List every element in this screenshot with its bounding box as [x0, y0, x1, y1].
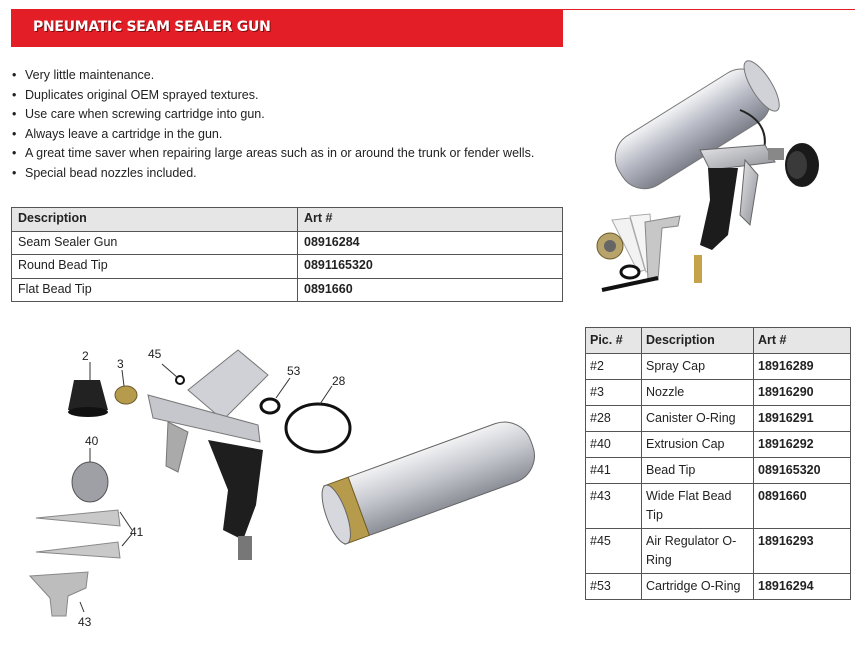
table-cell: #2 — [586, 354, 642, 380]
grip-shape — [208, 440, 263, 540]
table-cell: 089165320 — [754, 458, 851, 484]
bead-tip — [36, 510, 120, 526]
table-row — [586, 380, 851, 406]
table-cell: #3 — [586, 380, 642, 406]
table-cell: 18916291 — [754, 406, 851, 432]
table-cell: Canister O-Ring — [642, 406, 754, 432]
table-cell: Seam Sealer Gun — [12, 231, 298, 255]
table-cell: 08916284 — [298, 231, 563, 255]
callout-label: 45 — [148, 347, 162, 361]
table-cell: Cartridge O-Ring — [642, 574, 754, 600]
table-row — [586, 529, 851, 574]
parts-table — [585, 327, 851, 600]
grip-shape — [700, 168, 738, 250]
callout-label: 43 — [78, 615, 92, 629]
table-cell: Round Bead Tip — [12, 255, 298, 279]
list-item: • Very little maintenance. — [12, 66, 572, 86]
table-cell: 0891660 — [754, 484, 851, 529]
spray-cap — [68, 380, 108, 417]
product-table — [11, 207, 563, 302]
table-row — [586, 484, 851, 529]
table-cell: Bead Tip — [642, 458, 754, 484]
column-header: Art # — [298, 208, 563, 232]
table-row — [12, 278, 563, 302]
nozzle-tips — [597, 214, 680, 290]
table-header-row — [12, 208, 563, 232]
canister-shape — [605, 56, 785, 198]
canister-o-ring — [286, 404, 350, 452]
table-cell: #45 — [586, 529, 642, 574]
table-cell: 18916292 — [754, 432, 851, 458]
column-header: Description — [642, 328, 754, 354]
table-cell: Air Regulator O-Ring — [642, 529, 754, 574]
bead-tip — [36, 542, 120, 558]
gun-body — [148, 350, 268, 560]
table-row — [12, 255, 563, 279]
table-row — [586, 354, 851, 380]
page-title: PNEUMATIC SEAM SEALER GUN — [33, 19, 271, 35]
table-header-row — [586, 328, 851, 354]
feature-list — [12, 66, 572, 184]
title-banner — [11, 9, 563, 47]
table-row — [586, 458, 851, 484]
table-row — [586, 406, 851, 432]
table-cell: 0891165320 — [298, 255, 563, 279]
list-item: • A great time saver when repairing large areas such as in or around the trunk or fender wells. — [12, 144, 572, 164]
callout-label: 28 — [332, 374, 346, 388]
table-row — [586, 432, 851, 458]
list-item: • Always leave a cartridge in the gun. — [12, 125, 572, 145]
callout-label: 40 — [85, 434, 99, 448]
column-header: Art # — [754, 328, 851, 354]
list-item: • Use care when screwing cartridge into gun. — [12, 105, 572, 125]
exploded-diagram — [28, 340, 548, 640]
table-cell: 18916294 — [754, 574, 851, 600]
callout-label: 2 — [82, 349, 89, 363]
table-cell: Extrusion Cap — [642, 432, 754, 458]
extrusion-cap — [72, 462, 108, 502]
table-cell: Wide Flat Bead Tip — [642, 484, 754, 529]
table-cell: 18916293 — [754, 529, 851, 574]
wide-flat-bead-tip — [30, 572, 88, 616]
table-cell: #40 — [586, 432, 642, 458]
cartridge-o-ring — [261, 399, 279, 413]
table-cell: #41 — [586, 458, 642, 484]
table-row — [12, 231, 563, 255]
table-cell: 0891660 — [298, 278, 563, 302]
title-rule — [563, 9, 855, 10]
table-cell: Flat Bead Tip — [12, 278, 298, 302]
column-header: Pic. # — [586, 328, 642, 354]
table-cell: #43 — [586, 484, 642, 529]
callout-label: 53 — [287, 364, 301, 378]
column-header: Description — [12, 208, 298, 232]
nozzle-part — [115, 386, 137, 404]
table-cell: 18916289 — [754, 354, 851, 380]
table-cell: #53 — [586, 574, 642, 600]
callout-label: 41 — [130, 525, 144, 539]
table-row — [586, 574, 851, 600]
list-item: • Special bead nozzles included. — [12, 164, 572, 184]
callout-label: 3 — [117, 357, 124, 371]
table-cell: Spray Cap — [642, 354, 754, 380]
table-cell: #28 — [586, 406, 642, 432]
table-cell: 18916290 — [754, 380, 851, 406]
product-photo — [590, 50, 840, 300]
table-cell: Nozzle — [642, 380, 754, 406]
list-item: • Duplicates original OEM sprayed textures. — [12, 86, 572, 106]
